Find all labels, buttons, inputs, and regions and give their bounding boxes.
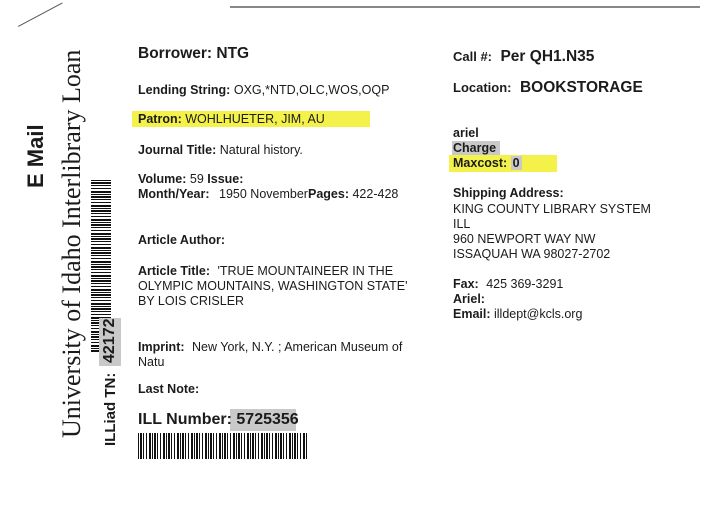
ariel-text: ariel — [453, 126, 479, 140]
location-line — [453, 79, 643, 97]
call-number-line — [453, 48, 594, 66]
call-number-value: Per QH1.N35 — [500, 48, 595, 65]
ariel-line — [453, 292, 485, 306]
patron-value: WOHLHUETER, JIM, AU — [185, 112, 325, 126]
illiad-tn: 42172 — [101, 318, 118, 363]
month-year-line — [138, 187, 398, 201]
lending-string-label: Lending String: — [138, 83, 231, 97]
call-label: Call #: — [453, 49, 493, 64]
imprint-text-1: New York, N.Y. ; American Museum of — [192, 340, 403, 354]
imprint-label: Imprint: — [138, 340, 185, 354]
imprint-text-2: Natu — [138, 355, 165, 369]
article-title-label: Article Title: — [138, 264, 211, 278]
ill-number-line — [138, 411, 299, 429]
fax-line — [453, 277, 563, 291]
borrower-value: NTG — [216, 45, 250, 62]
email-label: E Mail — [23, 124, 48, 188]
issue-label: Issue: — [207, 172, 244, 186]
ill-number-label: ILL Number: — [138, 411, 232, 428]
address-line-4: ISSAQUAH WA 98027-2702 — [453, 247, 611, 261]
volume-label: Volume: — [138, 172, 187, 186]
address-line-1: KING COUNTY LIBRARY SYSTEM — [453, 202, 651, 216]
lending-string-value: OXG,*NTD,OLC,WOS,OQP — [233, 83, 390, 97]
email-value: illdept@kcls.org — [494, 307, 583, 321]
ill-number-value: 5725356 — [236, 411, 299, 428]
scan-edge-line — [230, 6, 700, 8]
fax-label: Fax: — [453, 277, 479, 291]
illiad-tn-label: ILLiad TN: — [102, 372, 119, 446]
maxcost-line — [453, 156, 522, 170]
month-year-value: 1950 November — [219, 187, 308, 201]
location-label: Location: — [453, 80, 512, 95]
maxcost-value: 0 — [512, 156, 520, 170]
journal-title-value: Natural history. — [219, 143, 303, 157]
patron-label: Patron: — [138, 112, 182, 126]
borrower-label: Borrower: — [138, 45, 213, 62]
journal-title-label: Journal Title: — [138, 143, 217, 157]
article-author-label: Article Author: — [138, 233, 226, 247]
shipping-address-label: Shipping Address: — [453, 186, 564, 200]
ill-barcode — [138, 433, 308, 459]
charge-text: Charge — [453, 141, 497, 155]
article-title-text-1: 'TRUE MOUNTAINEER IN THE — [217, 264, 394, 278]
lending-string-line — [138, 83, 389, 97]
email-field-label: Email: — [453, 307, 491, 321]
borrower-line — [138, 45, 249, 63]
address-line-2: ILL — [453, 217, 471, 231]
volume-line — [138, 172, 243, 186]
scan-edge-mark — [18, 3, 63, 27]
patron-line — [138, 112, 325, 126]
location-value: BOOKSTORAGE — [519, 79, 643, 96]
maxcost-label: Maxcost: — [453, 156, 508, 170]
journal-title-line — [138, 143, 303, 157]
article-title-text-2: OLYMPIC MOUNTAINS, WASHINGTON STATE' — [138, 279, 408, 293]
volume-value: 59 — [189, 172, 204, 186]
pages-value: 422-428 — [352, 187, 399, 201]
article-title-line1 — [138, 264, 393, 278]
month-year-label: Month/Year: — [138, 187, 210, 201]
ariel-label: Ariel: — [453, 292, 485, 306]
article-title-text-3: BY LOIS CRISLER — [138, 294, 245, 308]
pages-label: Pages: — [307, 187, 349, 201]
last-note-label: Last Note: — [138, 382, 200, 396]
address-line-3: 960 NEWPORT WAY NW — [453, 232, 596, 246]
fax-value: 425 369-3291 — [486, 277, 564, 291]
library-name: University of Idaho Interlibrary Loan — [57, 49, 86, 438]
email-line — [453, 307, 582, 321]
imprint-line1 — [138, 340, 402, 354]
